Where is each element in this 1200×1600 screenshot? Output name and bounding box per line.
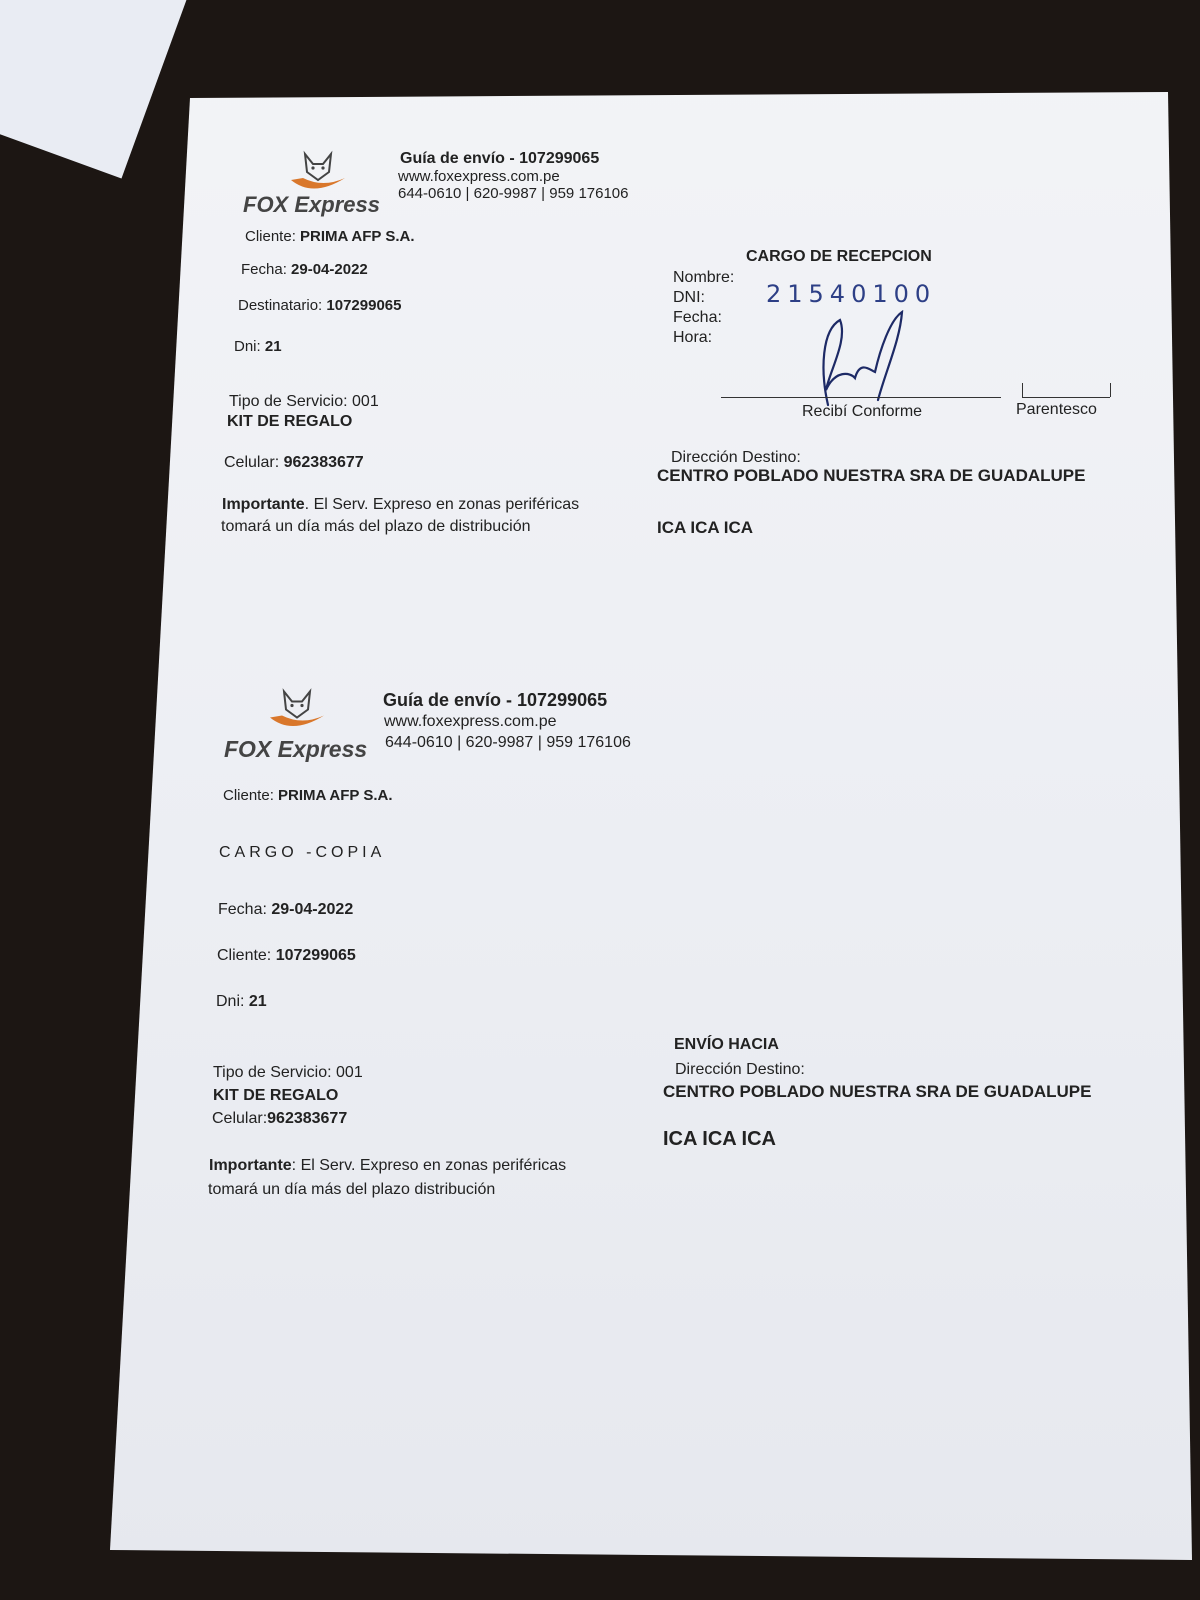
background-envelope [0, 0, 186, 178]
importante-line1-copy: Importante: El Serv. Expreso en zonas periféricas [209, 1157, 567, 1174]
importante-line2: tomará un día más del plazo de distribución [221, 518, 531, 535]
website: www.foxexpress.com.pe [398, 168, 560, 185]
servicio-nombre: KIT DE REGALO [227, 413, 353, 430]
parentesco-label: Parentesco [1016, 401, 1097, 418]
fecha-label: Fecha: [673, 309, 722, 326]
signature-line [721, 397, 1001, 398]
guide-title: Guía de envío - 107299065 [400, 150, 600, 167]
cliente-field-copy: Cliente: PRIMA AFP S.A. [223, 787, 393, 804]
celular-field-copy: Celular:962383677 [212, 1110, 348, 1127]
parentesco-tick-right [1110, 383, 1111, 397]
dni-label: DNI: [673, 289, 705, 306]
direccion-destino-value-copy: CENTRO POBLADO NUESTRA SRA DE GUADALUPE [663, 1082, 1092, 1101]
brand-name: FOX Express [243, 192, 380, 217]
dni-handwritten: 21540100 [766, 280, 937, 308]
parentesco-tick-left [1022, 383, 1023, 397]
direccion-destino-label-copy: Dirección Destino: [675, 1061, 805, 1078]
phones: 644-0610 | 620-9987 | 959 176106 [398, 185, 629, 202]
tipo-servicio-copy: Tipo de Servicio: 001 [213, 1064, 363, 1081]
signature-icon [800, 310, 930, 410]
direccion-destino-value: CENTRO POBLADO NUESTRA SRA DE GUADALUPE [657, 466, 1086, 485]
parentesco-line [1022, 397, 1110, 398]
hora-label: Hora: [673, 329, 713, 346]
fox-logo-icon [262, 686, 332, 734]
tipo-servicio: Tipo de Servicio: 001 [229, 393, 379, 410]
fecha-field: Fecha: 29-04-2022 [241, 261, 368, 278]
celular-field: Celular: 962383677 [224, 454, 364, 471]
destinatario-field: Destinatario: 107299065 [238, 297, 402, 314]
guide-title-copy: Guía de envío - 107299065 [383, 690, 608, 710]
phones-copy: 644-0610 | 620-9987 | 959 176106 [385, 734, 631, 751]
cliente2-field-copy: Cliente: 107299065 [217, 947, 356, 964]
fox-express-logo [243, 150, 383, 220]
fecha-field-copy: Fecha: 29-04-2022 [218, 901, 354, 918]
servicio-nombre-copy: KIT DE REGALO [213, 1087, 339, 1104]
dni-field: Dni: 21 [234, 338, 282, 355]
fox-express-logo-copy [224, 686, 374, 766]
nombre-label: Nombre: [673, 269, 735, 286]
cargo-recepcion-title: CARGO DE RECEPCION [746, 248, 932, 265]
cliente-field: Cliente: PRIMA AFP S.A. [245, 228, 415, 245]
direccion-destino-label: Dirección Destino: [671, 449, 801, 466]
importante-line2-copy: tomará un día más del plazo distribución [208, 1181, 496, 1198]
fox-logo-icon [283, 150, 353, 195]
envio-hacia-label: ENVÍO HACIA [674, 1036, 779, 1053]
recibi-conforme-label: Recibí Conforme [802, 403, 923, 420]
importante-line1: Importante. El Serv. Expreso en zonas periféricas [222, 496, 580, 513]
dni-field-copy: Dni: 21 [216, 993, 267, 1010]
website-copy: www.foxexpress.com.pe [384, 713, 557, 730]
brand-name: FOX Express [224, 736, 368, 762]
ciudad-value: ICA ICA ICA [657, 518, 754, 537]
ciudad-value-copy: ICA ICA ICA [663, 1128, 776, 1150]
cargo-copia-label: CARGO -COPIA [219, 844, 386, 861]
